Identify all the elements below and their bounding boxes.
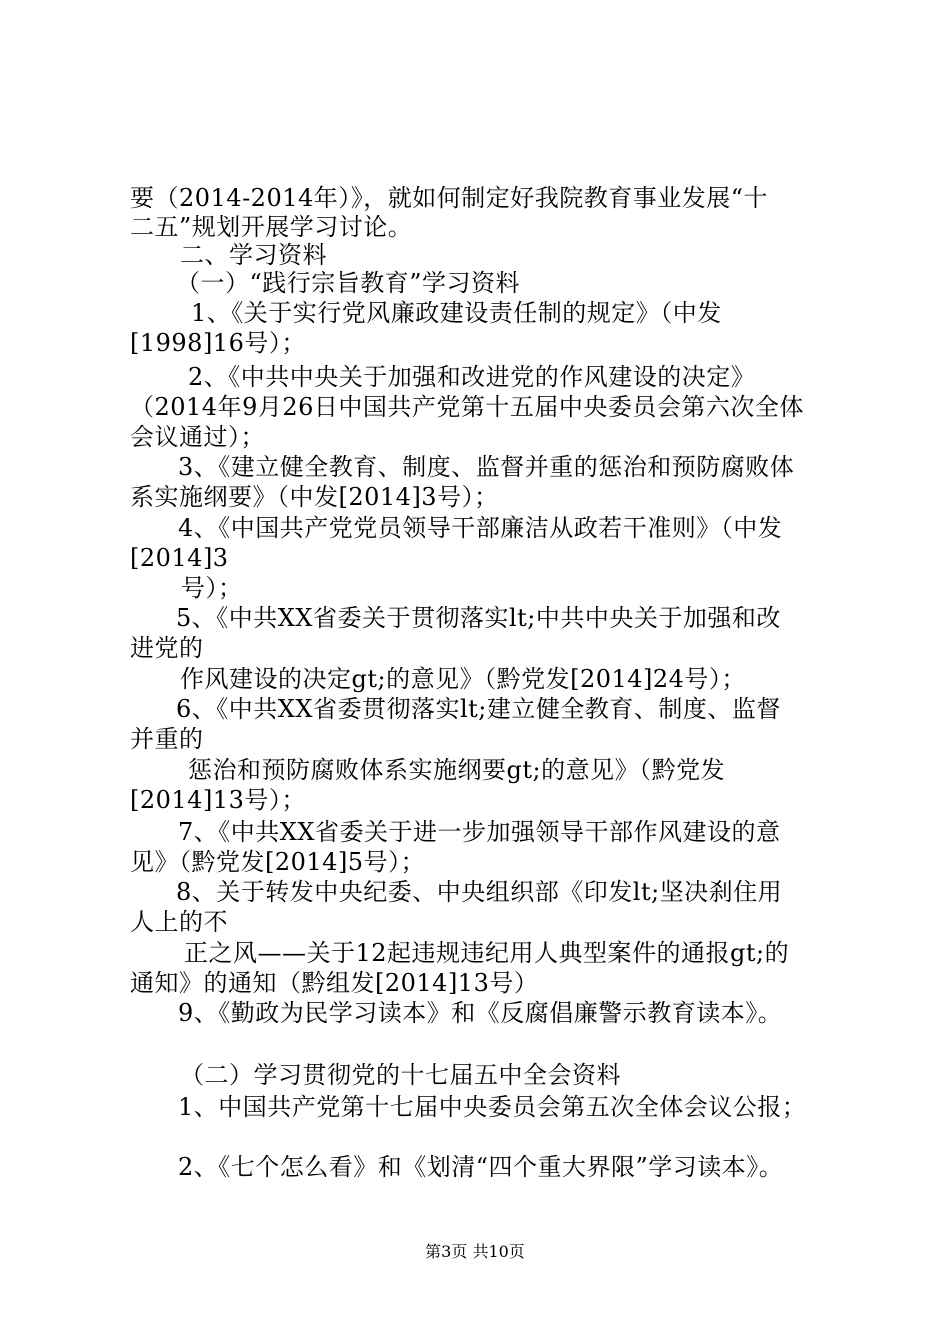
text-line: 并重的 <box>130 725 204 753</box>
subsection-heading: （二）学习贯彻党的十七届五中全会资料 <box>180 1061 621 1089</box>
text-line: 1、中国共产党第十七届中央委员会第五次全体会议公报； <box>178 1093 807 1121</box>
text-line: [2014]3 <box>130 544 229 572</box>
text-line: [2014]13号）； <box>130 786 306 814</box>
text-line: 2、《七个怎么看》和《划清“四个重大界限”学习读本》。 <box>178 1153 784 1181</box>
text-line: 号）； <box>181 574 243 602</box>
text-line: 正之风——关于12起违规违纪用人典型案件的通报gt;的 <box>184 939 790 967</box>
text-line: 2、《中共中央关于加强和改进党的作风建设的决定》 <box>188 363 756 391</box>
text-line: 4、《中国共产党党员领导干部廉洁从政若干准则》（中发 <box>178 514 783 542</box>
section-heading: 二、学习资料 <box>180 241 327 269</box>
text-line: 进党的 <box>130 634 204 662</box>
subsection-heading: （一）“践行宗旨教育”学习资料 <box>176 269 521 297</box>
text-line: 8、关于转发中央纪委、中央组织部《印发lt;坚决刹住用 <box>176 878 783 906</box>
text-line: 二五”规划开展学习讨论。 <box>130 213 413 241</box>
text-line: 3、《建立健全教育、制度、监督并重的惩治和预防腐败体 <box>178 453 795 481</box>
text-line: 会议通过）； <box>130 423 265 451</box>
text-line: 惩治和预防腐败体系实施纲要gt;的意见》（黔党发 <box>188 756 726 784</box>
text-line: 1、《关于实行党风廉政建设责任制的规定》（中发 <box>191 299 722 327</box>
text-line: [1998]16号）； <box>130 329 306 357</box>
text-line: 通知》的通知（黔组发[2014]13号） <box>130 969 539 997</box>
text-line: 7、《中共XX省委关于进一步加强领导干部作风建设的意 <box>178 818 781 846</box>
text-line: 5、《中共XX省委关于贯彻落实lt;中共中央关于加强和改 <box>176 604 781 632</box>
text-line: 见》（黔党发[2014]5号）； <box>130 848 426 876</box>
text-line: 作风建设的决定gt;的意见》（黔党发[2014]24号）； <box>180 665 746 693</box>
text-line: 系实施纲要》（中发[2014]3号）； <box>130 483 499 511</box>
text-line: 要（2014-2014年）》，就如何制定好我院教育事业发展“十 <box>130 184 769 212</box>
page-footer: 第3页 共10页 <box>425 1242 525 1261</box>
text-line: 9、《勤政为民学习读本》和《反腐倡廉警示教育读本》。 <box>178 999 783 1027</box>
text-line: （2014年9月26日中国共产党第十五届中央委员会第六次全体 <box>130 393 804 421</box>
text-line: 人上的不 <box>130 908 228 936</box>
text-line: 6、《中共XX省委贯彻落实lt;建立健全教育、制度、监督 <box>176 695 781 723</box>
